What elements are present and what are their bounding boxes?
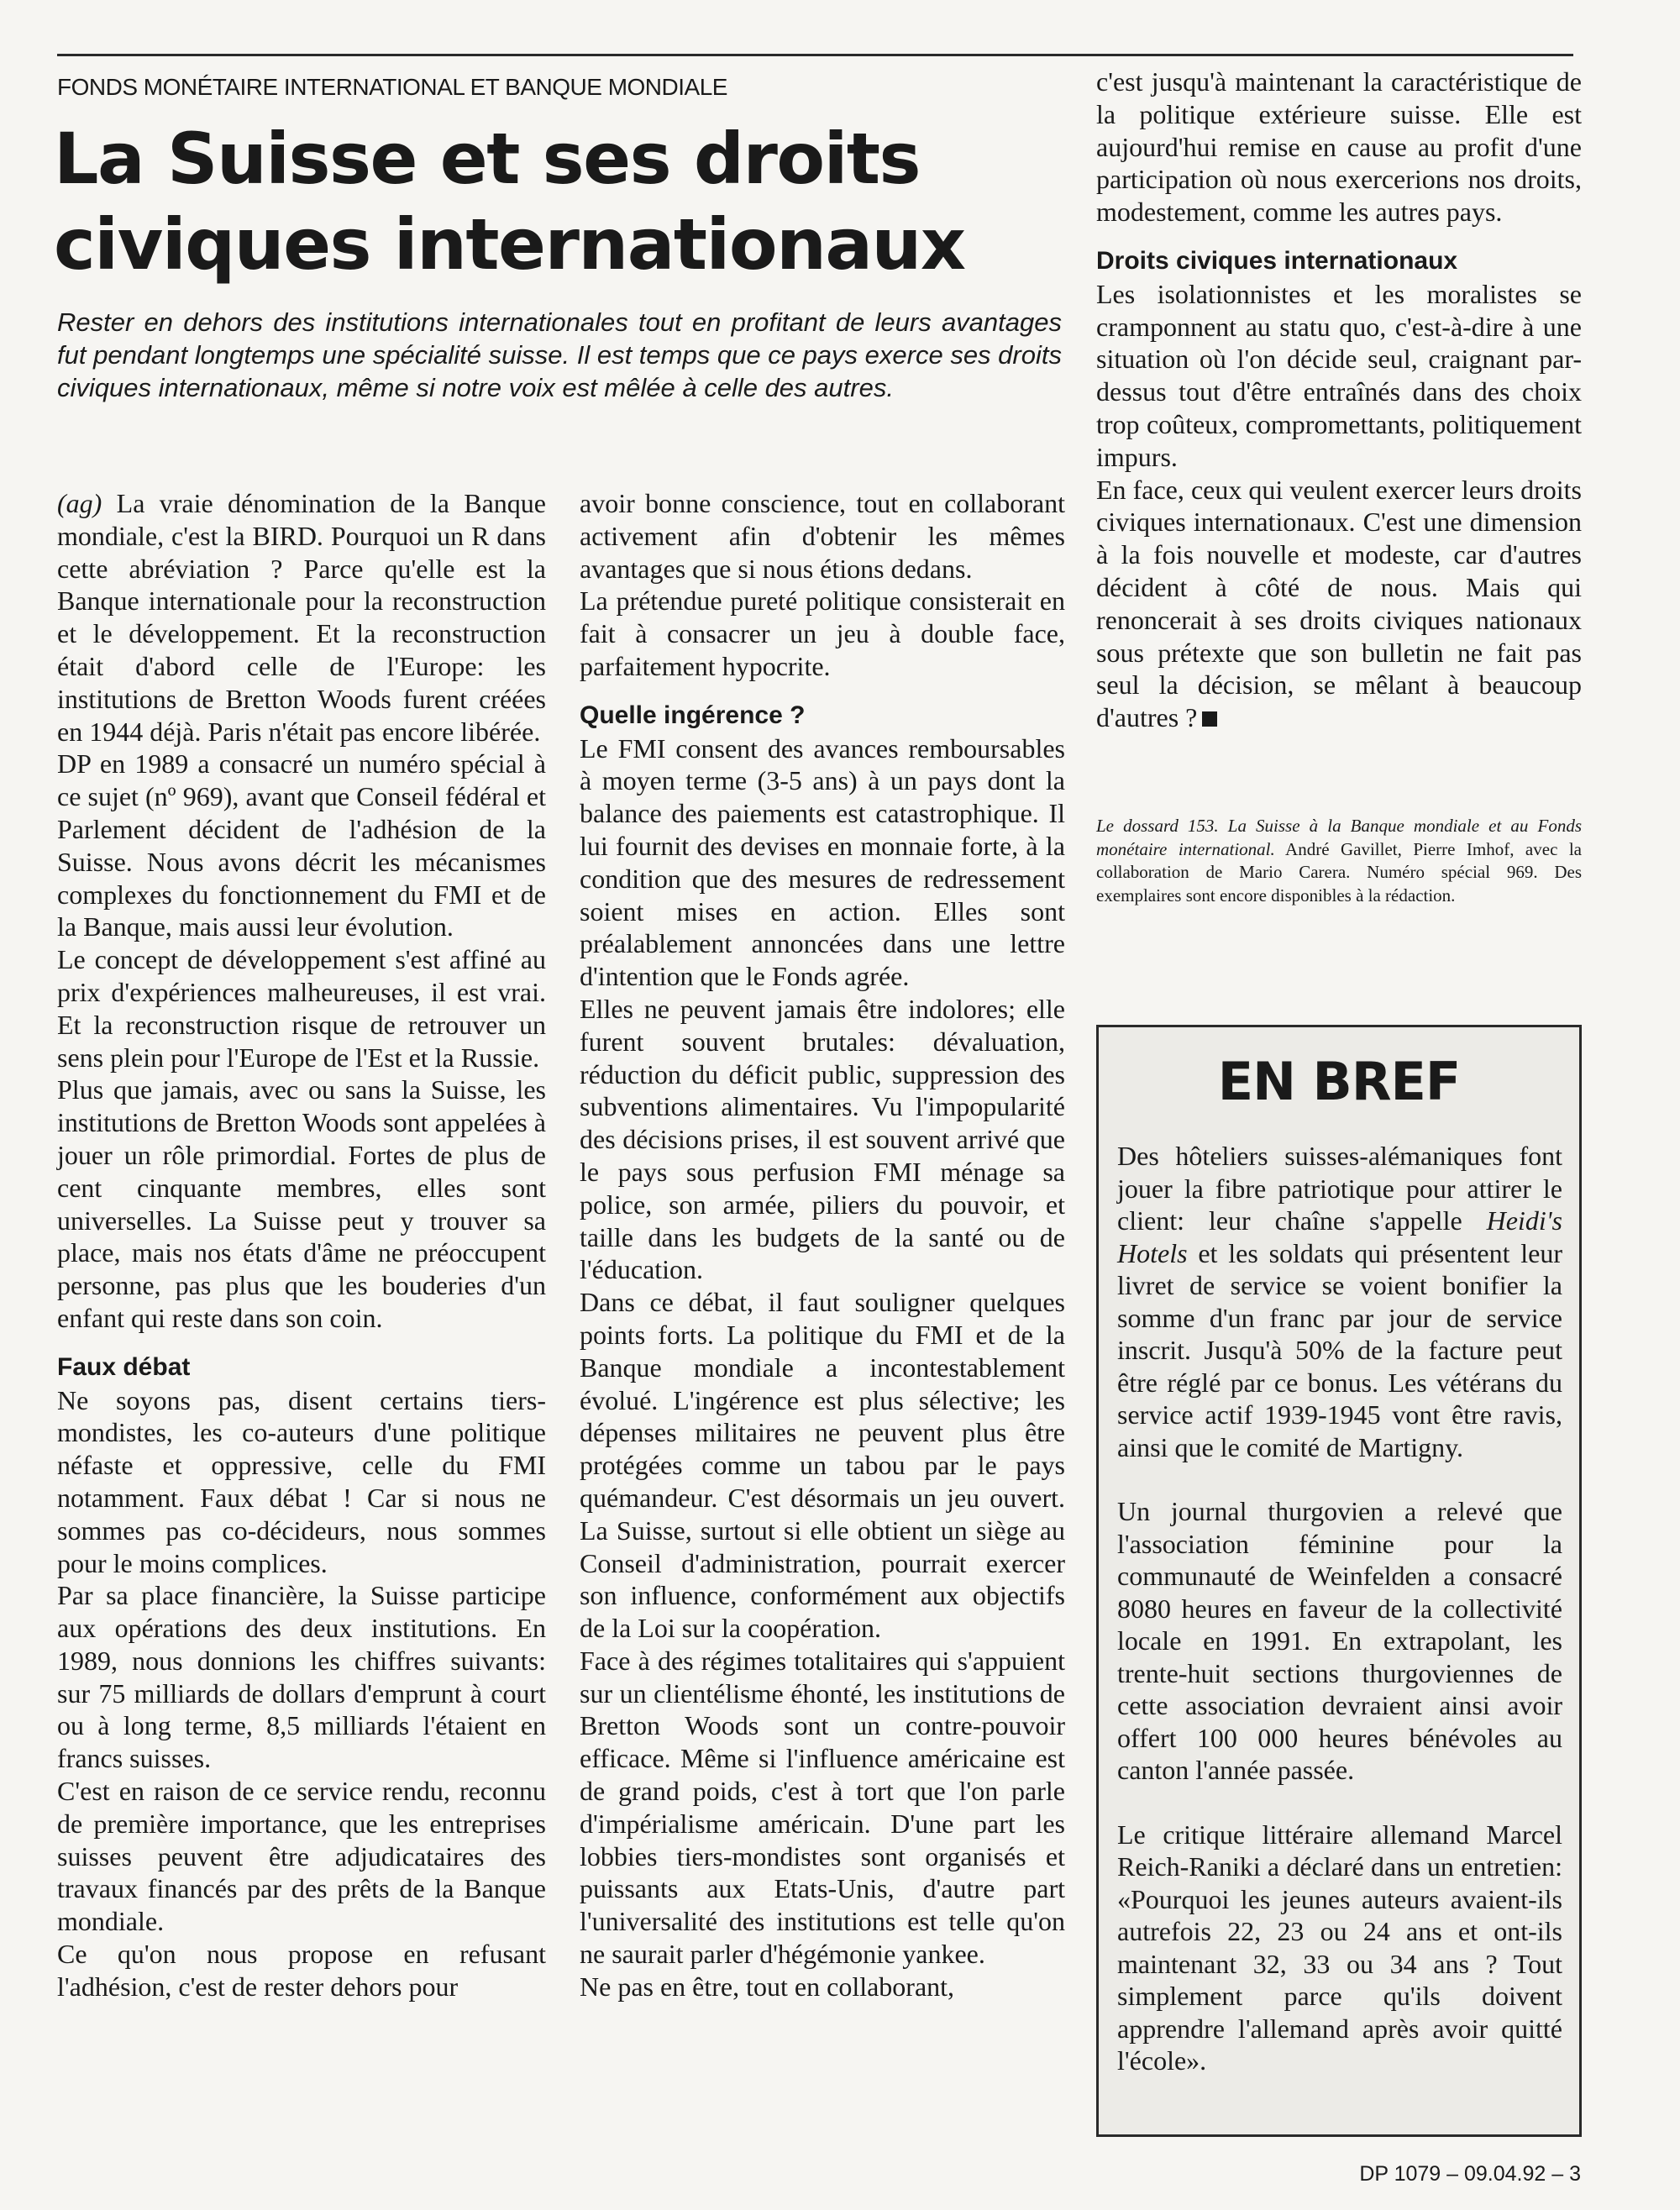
paragraph: Les isolationnistes et les moralistes se cramponnent au statu quo, c'est-à-dire à une situation où l'on décide seul, craignant par-dessus tout d'être entraînés dans des choix trop coûteux, compromettants, politiquement impurs.: [1096, 278, 1582, 472]
paragraph: C'est en raison de ce service rendu, reconnu de première importance, que les entreprises suisses peuvent être adjudicataires des travaux financés par des prêts de la Banque mondiale.: [57, 1776, 546, 1937]
paragraph: avoir bonne conscience, tout en collaborant activement afin d'obtenir les mêmes avantages que si nous étions dedans.: [580, 488, 1065, 584]
paragraph: En face, ceux qui veulent exercer leurs droits civiques internationaux. C'est une dimension à la fois nouvelle et modeste, car d'autres décident à côté de nous. Mais qui renoncerait à ses droits civiques nationaux sous prétexte que son bulletin ne fait pas seul la décision, se mêlant à beaucoup d'autres ?: [1096, 474, 1582, 733]
paragraph: Dans ce débat, il faut souligner quelques points forts. La politique du FMI et de la Banque mondiale a incontestablement évolué. L'ingérence est plus sélective; les dépenses militaires ne peuvent plus être protégées comme un tabou par le pays quémandeur. C'est désormais un jeu ouvert. La Suisse, surtout si elle obtient un siège au Conseil d'administration, pourrait exercer son influence, conformément aux objectifs de la Loi sur la coopération.: [580, 1287, 1065, 1644]
top-rule: [57, 54, 1573, 56]
brief-item: Des hôteliers suisses-alémaniques font jouer la fibre patriotique pour attirer le client: leur chaîne s'appelle Heidi's Hotels et les soldats qui présentent leur livret de service se voient bonifier la somme d'un franc par jour de service inscrit. Jusqu'à 50% de la facture peut être réglé par ce bonus. Les vétérans du service actif 1939-1945 vont être ravis, ainsi que le comité de Martigny.: [1117, 1141, 1562, 1462]
en-bref-box: [1096, 1025, 1582, 2137]
hotel-chain-name: Heidi's Hotels: [1117, 1205, 1562, 1268]
article-column-2: [580, 487, 1065, 2003]
paragraph: c'est jusqu'à maintenant la caractéristique de la politique extérieure suisse. Elle est aujourd'hui remise en cause au profit d'une participation où nous exercerions nos droits, modestement, comme les autres pays.: [1096, 66, 1582, 228]
subheading-quelle-ingerence: Quelle ingérence ?: [580, 701, 806, 729]
paragraph: Ce qu'on nous propose en refusant l'adhésion, c'est de rester dehors pour: [57, 1939, 546, 2002]
paragraph: La prétendue pureté politique consisterait en fait à consacrer un jeu à double face, parfaitement hypocrite.: [580, 585, 1065, 681]
dossier-credit-text: André Gavillet, Pierre Imhof, avec la collaboration de Mario Carera. Numéro spécial 969. Des exemplaires sont encore disponibles à la rédaction.: [1096, 838, 1583, 906]
paragraph: Par sa place financière, la Suisse participe aux opérations des deux institutions. En 1989, nous donnions les chiffres suivants: sur 75 milliards de dollars d'emprunt à court ou à long terme, 8,5 milliards l'étaient en francs suisses.: [57, 1580, 546, 1774]
paragraph: (ag) La vraie dénomination de la Banque mondiale, c'est la BIRD. Pourquoi un R dans cette abréviation ? Parce qu'elle est la Banque internationale pour la reconstruction et le développement. Et la reconstruction était d'abord celle de l'Europe: les institutions de Bretton Woods furent créées en 1944 déjà. Paris n'était pas encore libérée.: [57, 488, 546, 747]
paragraph: Ne pas en être, tout en collaborant,: [580, 1971, 955, 2002]
brief-item: Le critique littéraire allemand Marcel Reich-Raniki a déclaré dans un entretien: «Pourquoi les jeunes auteurs avaient-ils autrefois 22, 23 ou 24 ans et ont-ils maintenant 32, 33 ou 34 ans ? Tout simplement parce qu'ils doivent apprendre l'allemand après avoir quitté l'école».: [1117, 1819, 1562, 2076]
lead-paragraph: Rester en dehors des institutions internationales tout en profitant de leurs avantages fut pendant longtemps une spécialité suisse. Il est temps que ce pays exerce ses droits civiques internationaux, même si notre voix est mêlée à celle des autres.: [57, 307, 1062, 402]
dossier-title: Le dossard 153. La Suisse à la Banque mondiale et au Fonds monétaire international.: [1096, 816, 1582, 859]
paragraph: Elles ne peuvent jamais être indolores; elle furent souvent brutales: dévaluation, réduction du déficit public, suppression des subventions alimentaires. Vu l'impopularité des décisions prises, il est souvent arrivé que le pays sous perfusion FMI ménage sa police, son armée, piliers du pouvoir, et taille dans les budgets de la santé ou de l'éducation.: [580, 993, 1065, 1285]
en-bref-title: EN BREF: [1217, 1051, 1461, 1112]
brief-item: Un journal thurgovien a relevé que l'association féminine pour la communauté de Weinfelden a consacré 8080 heures en faveur de la collectivité locale en 1991. En extrapolant, les trente-huit sections thurgoviennes de cette association devraient ainsi avoir offert 100 000 heures bénévoles au canton l'année passée.: [1117, 1496, 1562, 1785]
headline: La Suisse et ses droits civiques internationaux: [54, 118, 965, 286]
subheading-droits-civiques: Droits civiques internationaux: [1096, 246, 1458, 275]
author-signature: (ag): [57, 488, 102, 518]
subheading-faux-debat: Faux débat: [57, 1352, 191, 1381]
paragraph: DP en 1989 a consacré un numéro spécial à ce sujet (nº 969), avant que Conseil fédéral et Parlement décident de l'adhésion de la Suisse. Nous avons décrit les mécanismes complexes du fonctionnement du FMI et de la Banque, mais aussi leur évolution.: [57, 748, 546, 942]
dossier-credit: [1096, 815, 1582, 907]
kicker: FONDS MONÉTAIRE INTERNATIONAL ET BANQUE MONDIALE: [57, 74, 727, 100]
end-of-article-square-icon: [1202, 711, 1217, 727]
article-column-3: [1096, 66, 1582, 734]
en-bref-body: [1117, 1140, 1562, 2109]
paragraph: Ne soyons pas, disent certains tiers-mondistes, les co-auteurs d'une politique néfaste et oppressive, celle du FMI notamment. Faux débat ! Car si nous ne sommes pas co-décideurs, nous sommes pour le moins complices.: [57, 1384, 546, 1578]
article-column-1: [57, 487, 546, 2003]
paragraph: Le concept de développement s'est affiné au prix d'expériences malheureuses, il est vrai. Et la reconstruction risque de retrouver un sens plein pour l'Europe de l'Est et la Russie.: [57, 944, 546, 1073]
page-folio: DP 1079 – 09.04.92 – 3: [1359, 2162, 1581, 2186]
paragraph: Plus que jamais, avec ou sans la Suisse, les institutions de Bretton Woods sont appelées à jouer un rôle primordial. Fortes de plus de cent cinquante membres, elles sont universelles. La Suisse peut y trouver sa place, mais nos états d'âme ne préoccupent personne, pas plus que les bouderies d'un enfant qui reste dans son coin.: [57, 1074, 546, 1333]
paragraph: Face à des régimes totalitaires qui s'appuient sur un clientélisme éhonté, les institutions de Bretton Woods sont un contre-pouvoir efficace. Même si l'influence américaine est de grand poids, c'est à tort que l'on parle d'impérialisme américain. D'une part les lobbies tiers-mondistes sont organisés et puissants aux Etats-Unis, d'autre part l'universalité des institutions est telle qu'on ne saurait parler d'hégémonie yankee.: [580, 1645, 1065, 1970]
paragraph: Le FMI consent des avances remboursables à moyen terme (3-5 ans) à un pays dont la balance des paiements est catastrophique. Il lui fournit des devises en monnaie forte, à la condition que des mesures de redressement soient mises en action. Elles sont préalablement annoncées dans une lettre d'intention que le Fonds agrée.: [580, 732, 1065, 992]
